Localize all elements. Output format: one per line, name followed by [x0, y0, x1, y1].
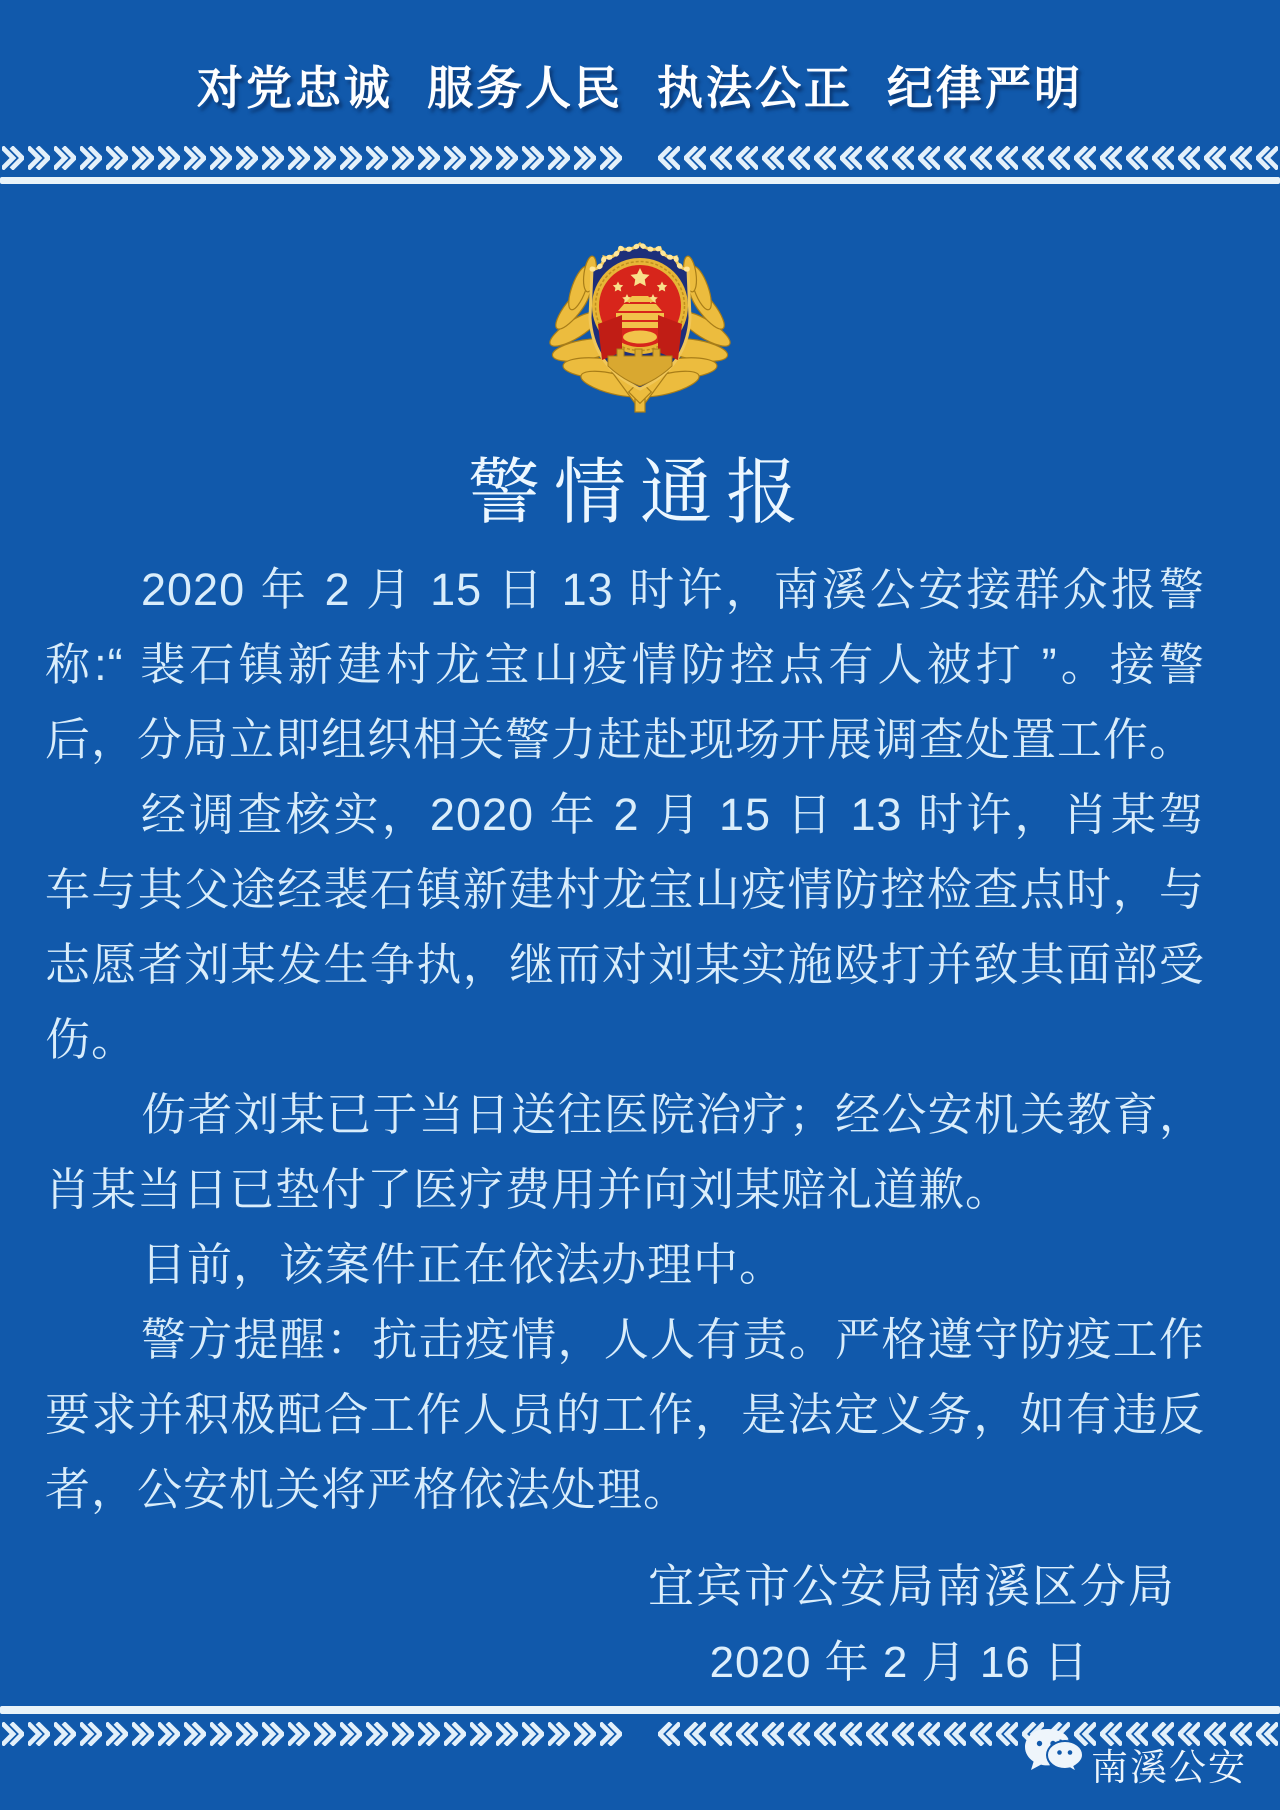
police-badge-icon: [538, 222, 742, 416]
chevron-right-icon: [418, 1722, 440, 1746]
chevron-left-icon: [1126, 146, 1148, 170]
chevron-right-icon: [158, 146, 180, 170]
chevron-left-icon: [840, 146, 862, 170]
chevron-right-icon: [288, 146, 310, 170]
body-paragraph: 警方提醒：抗击疫情，人人有责。严格遵守防疫工作要求并积极配合工作人员的工作，是法定义务，如有违反者，公安机关将严格依法处理。: [45, 1314, 1205, 1515]
chevron-right-icon: [340, 146, 362, 170]
chevron-right-icon: [106, 1722, 128, 1746]
top-chevron-band: [0, 144, 1280, 172]
chevron-right-icon: [548, 146, 570, 170]
chevron-left-icon: [762, 146, 784, 170]
chevrons-right-run: [2, 146, 622, 170]
chevron-right-icon: [522, 1722, 544, 1746]
body-paragraph: 目前，该案件正在依法办理中。: [141, 1239, 786, 1290]
chevron-right-icon: [314, 1722, 336, 1746]
chevron-left-icon: [1074, 146, 1096, 170]
notice-body: [45, 552, 1205, 1527]
signature-date: 2020 年 2 月 16 日: [709, 1638, 1089, 1687]
chevron-right-icon: [28, 146, 50, 170]
chevron-right-icon: [392, 146, 414, 170]
chevron-left-icon: [970, 1722, 992, 1746]
top-divider-rule: [0, 177, 1280, 184]
chevrons-right-run: [2, 1722, 622, 1746]
chevron-right-icon: [470, 146, 492, 170]
chevron-left-icon: [710, 1722, 732, 1746]
chevron-right-icon: [80, 1722, 102, 1746]
chevron-left-icon: [788, 1722, 810, 1746]
chevron-right-icon: [184, 1722, 206, 1746]
chevron-left-icon: [1256, 1722, 1278, 1746]
chevron-right-icon: [210, 1722, 232, 1746]
chevron-right-icon: [366, 1722, 388, 1746]
chevron-right-icon: [444, 1722, 466, 1746]
chevron-left-icon: [1048, 146, 1070, 170]
chevron-left-icon: [944, 1722, 966, 1746]
chevron-right-icon: [236, 146, 258, 170]
chevron-right-icon: [392, 1722, 414, 1746]
chevron-right-icon: [470, 1722, 492, 1746]
chevron-right-icon: [262, 1722, 284, 1746]
chevron-right-icon: [132, 146, 154, 170]
chevron-right-icon: [548, 1722, 570, 1746]
chevron-right-icon: [158, 1722, 180, 1746]
chevron-right-icon: [210, 146, 232, 170]
chevron-left-icon: [684, 146, 706, 170]
chevron-right-icon: [288, 1722, 310, 1746]
chevrons-left-run: [658, 146, 1278, 170]
chevron-right-icon: [340, 1722, 362, 1746]
chevron-right-icon: [28, 1722, 50, 1746]
chevron-left-icon: [710, 146, 732, 170]
slogan-part: 执法公正: [657, 62, 853, 114]
chevron-left-icon: [892, 146, 914, 170]
chevron-right-icon: [262, 146, 284, 170]
chevron-right-icon: [496, 1722, 518, 1746]
chevron-left-icon: [1256, 146, 1278, 170]
chevron-right-icon: [444, 146, 466, 170]
chevron-right-icon: [54, 1722, 76, 1746]
footer-brand-label: 南溪公安: [1091, 1747, 1247, 1788]
bottom-divider-rule: [0, 1706, 1280, 1714]
chevron-left-icon: [1152, 146, 1174, 170]
chevron-right-icon: [496, 146, 518, 170]
page-title: 警情通报: [467, 453, 812, 533]
slogan-part: 服务人民: [427, 62, 623, 114]
chevron-left-icon: [762, 1722, 784, 1746]
footer-brand: [1023, 1727, 1247, 1791]
chevron-left-icon: [1230, 146, 1252, 170]
chevron-right-icon: [574, 1722, 596, 1746]
chevron-left-icon: [684, 1722, 706, 1746]
chevron-left-icon: [970, 146, 992, 170]
chevron-right-icon: [54, 146, 76, 170]
chevron-left-icon: [892, 1722, 914, 1746]
chevron-left-icon: [996, 146, 1018, 170]
slogan-part: 对党忠诚: [197, 62, 393, 114]
chevron-right-icon: [2, 146, 24, 170]
chevron-right-icon: [2, 1722, 24, 1746]
body-paragraph: 2020 年 2 月 15 日 13 时许，南溪公安接群众报警称:“ 裴石镇新建村龙宝山疫情防控点有人被打 ”。接警后，分局立即组织相关警力赶赴现场开展调查处置工作。: [45, 564, 1205, 765]
chevron-right-icon: [106, 146, 128, 170]
chevron-left-icon: [866, 146, 888, 170]
chevron-right-icon: [132, 1722, 154, 1746]
chevron-left-icon: [736, 146, 758, 170]
chevron-left-icon: [788, 146, 810, 170]
chevron-left-icon: [840, 1722, 862, 1746]
chevron-right-icon: [366, 146, 388, 170]
body-paragraph: 伤者刘某已于当日送往医院治疗；经公安机关教育，肖某当日已垫付了医疗费用并向刘某赔礼道歉。: [45, 1089, 1205, 1215]
chevron-right-icon: [184, 146, 206, 170]
slogan-part: 纪律严明: [887, 62, 1083, 114]
signature-agency: 宜宾市公安局南溪区分局: [648, 1560, 1176, 1612]
chevron-left-icon: [1204, 146, 1226, 170]
chevron-left-icon: [1100, 146, 1122, 170]
chevron-right-icon: [522, 146, 544, 170]
chevron-left-icon: [996, 1722, 1018, 1746]
chevron-left-icon: [814, 146, 836, 170]
chevron-right-icon: [600, 1722, 622, 1746]
header-slogan: [0, 52, 1280, 118]
body-paragraph: 经调查核实，2020 年 2 月 15 日 13 时许，肖某驾车与其父途经裴石镇新建村龙宝山疫情防控检查点时，与志愿者刘某发生争执，继而对刘某实施殴打并致其面部受伤。: [45, 789, 1205, 1065]
chevron-left-icon: [918, 1722, 940, 1746]
chevron-right-icon: [80, 146, 102, 170]
wechat-icon: [1023, 1727, 1085, 1783]
chevron-left-icon: [736, 1722, 758, 1746]
chevron-right-icon: [574, 146, 596, 170]
chevron-left-icon: [1022, 146, 1044, 170]
chevron-right-icon: [236, 1722, 258, 1746]
chevron-right-icon: [314, 146, 336, 170]
chevron-left-icon: [658, 1722, 680, 1746]
chevron-left-icon: [918, 146, 940, 170]
chevron-left-icon: [658, 146, 680, 170]
chevron-right-icon: [418, 146, 440, 170]
chevron-left-icon: [814, 1722, 836, 1746]
chevron-left-icon: [1178, 146, 1200, 170]
chevron-left-icon: [944, 146, 966, 170]
chevron-right-icon: [600, 146, 622, 170]
chevron-left-icon: [866, 1722, 888, 1746]
